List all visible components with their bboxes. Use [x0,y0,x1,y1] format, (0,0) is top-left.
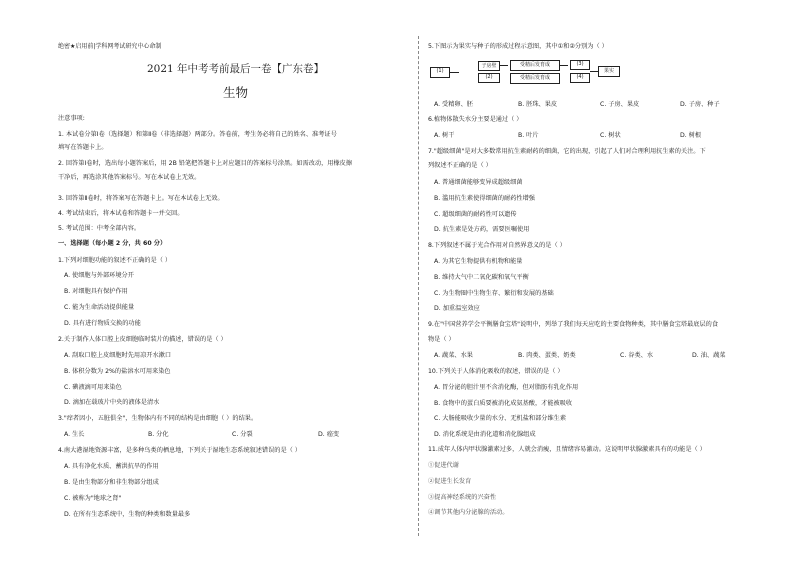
diagram-box-1: (1) [430,67,450,78]
diagram-box-develop-2: 受精后发育成 [510,73,560,84]
question-stem: 2.关于制作人体口腔上皮细胞临时装片的描述，错误的是（ ） [58,336,227,343]
fruit-formation-diagram [430,59,620,89]
column-divider [418,36,419,536]
note-line: 填写在答题卡上。 [58,144,108,151]
question-stem: 6.植物体散失水分主要是通过（ ） [428,116,523,123]
question-option: A. 胃分泌的胆汁里不含消化酶，但对脂肪有乳化作用 [434,384,579,391]
question-stem: 4.南大港湿地资源丰富，是多种鸟类的栖息地，下列关于湿地生态系统叙述错误的是（ ） [58,447,301,454]
section-heading: 一、选择题（每小题 2 分，共 60 分） [58,240,167,247]
question-stem-cont: 列叙述不正确的是（ ） [428,162,492,169]
question-option: ④调节其他内分泌腺的活动。 [428,509,509,516]
question-option: C. 超级细菌的耐药性可以遗传 [434,211,517,218]
question-option: A. 树干 [434,132,455,139]
question-option: B. 是由生物部分和非生物部分组成 [64,479,159,486]
question-option: C. 子房、果皮 [600,101,640,108]
question-option: D. 癌变 [318,431,340,438]
question-stem: 1.下列对细胞功能的叙述不正确的是（ ） [58,257,172,264]
question-option: A. 使细胞与外部环境分开 [64,272,134,279]
diagram-arrow [449,72,459,73]
question-stem: 9.在"中国营养学会平衡膳食宝塔"说明中，列举了我们每天应吃的主要食物种类，其中膳食宝塔最底层的食 [428,321,719,328]
question-option: A. 生长 [64,431,85,438]
diagram-box-ovary-wall: 子房壁 [478,61,500,71]
question-option: B. 胚珠、果皮 [518,101,558,108]
question-option: C. 大肠能吸收少量的水分、无机盐和部分维生素 [434,415,567,422]
secret-header: 绝密★启用前|学科网考试研究中心命制 [58,43,162,50]
question-stem: 7."超级细菌"是对大多数常用抗生素耐药的细菌，它的出现，引起了人们对合理利用抗生素的关注。下 [428,148,706,155]
question-stem: 10.下列关于人体消化吸收的叙述，错误的是（ ） [428,368,564,375]
question-option: D. 油、蔬菜 [692,352,726,359]
question-option: A. 为其它生物提供有机物和能量 [434,258,523,265]
diagram-box-4: (4) [570,73,590,83]
question-stem-cont: 物是（ ） [428,336,455,343]
question-option: C. 分裂 [232,431,253,438]
question-option: D. 抗生素是处方药，需要医嘱使用 [434,226,530,233]
question-option: A. 蔬菜、水果 [434,352,473,359]
diagram-box-fruit: 果实 [598,66,620,77]
question-stem: 5.下图示为果实与种子的形成过程示意图，其中①和②分别为（ ） [428,43,608,50]
question-option: D. 滴加在载玻片中央的液体是清水 [64,399,160,406]
question-stem: 8.下列叙述不属于光合作用对自然界意义的是（ ） [428,242,566,249]
question-option: B. 对细胞具有保护作用 [64,288,128,295]
diagram-box-3: (3) [570,60,590,70]
diagram-arrow [590,71,598,72]
question-option: B. 食物中的蛋白质要被消化成氨基酸，才能被吸收 [434,400,573,407]
question-option: C. 谷类、水 [620,352,654,359]
exam-subject: 生物 [222,85,248,100]
exam-title: 2021 年中考考前最后一卷【广东卷】 [146,63,325,75]
question-option: B. 维持大气中二氧化碳和氧气平衡 [434,274,529,281]
question-option: D. 子房、种子 [680,101,720,108]
question-option: D. 树根 [680,132,702,139]
question-option: C. 为生物圈中生物生存、繁衍和发展的基础 [434,290,554,297]
question-option: C. 碘液滴可用来染色 [64,384,122,391]
note-line: 3. 回答第Ⅱ卷时，将答案写在答题卡上。写在本试卷上无效。 [58,195,224,202]
note-line: 5. 考试范围：中考全部内容。 [58,225,141,232]
question-option: ②促进生长发育 [428,478,472,485]
question-option: B. 体积分数为 2%的盐溶水可用来染色 [64,368,171,375]
question-stem: 3."痒者因小，五脏俱全"，生物体内有不同的结构是由细胞（ ）的结果。 [58,415,258,422]
question-option: C. 被称为"地球之肾" [64,495,122,502]
question-option: A. 刮取口腔上皮细胞时先用凉开水漱口 [64,352,172,359]
question-option: D. 消化系统是由消化道和消化腺组成 [434,431,536,438]
question-option: D. 加重温室效应 [434,305,480,312]
question-option: D. 在所有生态系统中，生物的种类和数量最多 [64,511,191,518]
question-option: D. 具有进行物质交换的功能 [64,320,141,327]
note-line: 1. 本试卷分第Ⅰ卷（选择题）和第Ⅱ卷（非选择题）两部分。答卷前，考生务必将自己的姓名、准考证号 [58,131,337,138]
note-line: 4. 考试结束后，将本试卷和答题卡一并交回。 [58,210,184,217]
question-option: B. 叶片 [518,132,539,139]
question-option: A. 普通细菌能够变异成超级细菌 [434,179,523,186]
note-line: 2. 回答第Ⅰ卷时，选出每小题答案后，用 2B 铅笔把答题卡上对应题目的答案标号涂黑。如需改动，用橡皮擦 [58,160,353,167]
diagram-box-develop-1: 受精后发育成 [510,60,560,71]
question-option: C. 能为生命活动提供能量 [64,304,135,311]
diagram-box-2: (2) [478,73,500,83]
diagram-arrow [500,65,508,66]
question-option: B. 滥用抗生素使得细菌的耐药性增强 [434,195,535,202]
question-option: B. 肉类、蛋类、奶类 [518,352,576,359]
question-option: ①促进代谢 [428,462,459,469]
question-option: A. 受精卵、胚 [434,101,473,108]
note-line: 干净后，再选涂其他答案标号。写在本试卷上无效。 [58,174,201,181]
question-option: ③提高神经系统的兴奋性 [428,494,497,501]
question-option: C. 树状 [600,132,621,139]
question-option: A. 具有净化水质、蓄洪抗旱的作用 [64,463,159,470]
diagram-arrow [560,65,568,66]
question-option: B. 分化 [148,431,169,438]
question-stem: 11.成年人体内甲状腺激素过多，人就会消瘦，且情绪容易激动。这说明甲状腺激素具有的功能是（ ） [428,446,706,453]
notes-heading: 注意事项: [58,115,85,122]
